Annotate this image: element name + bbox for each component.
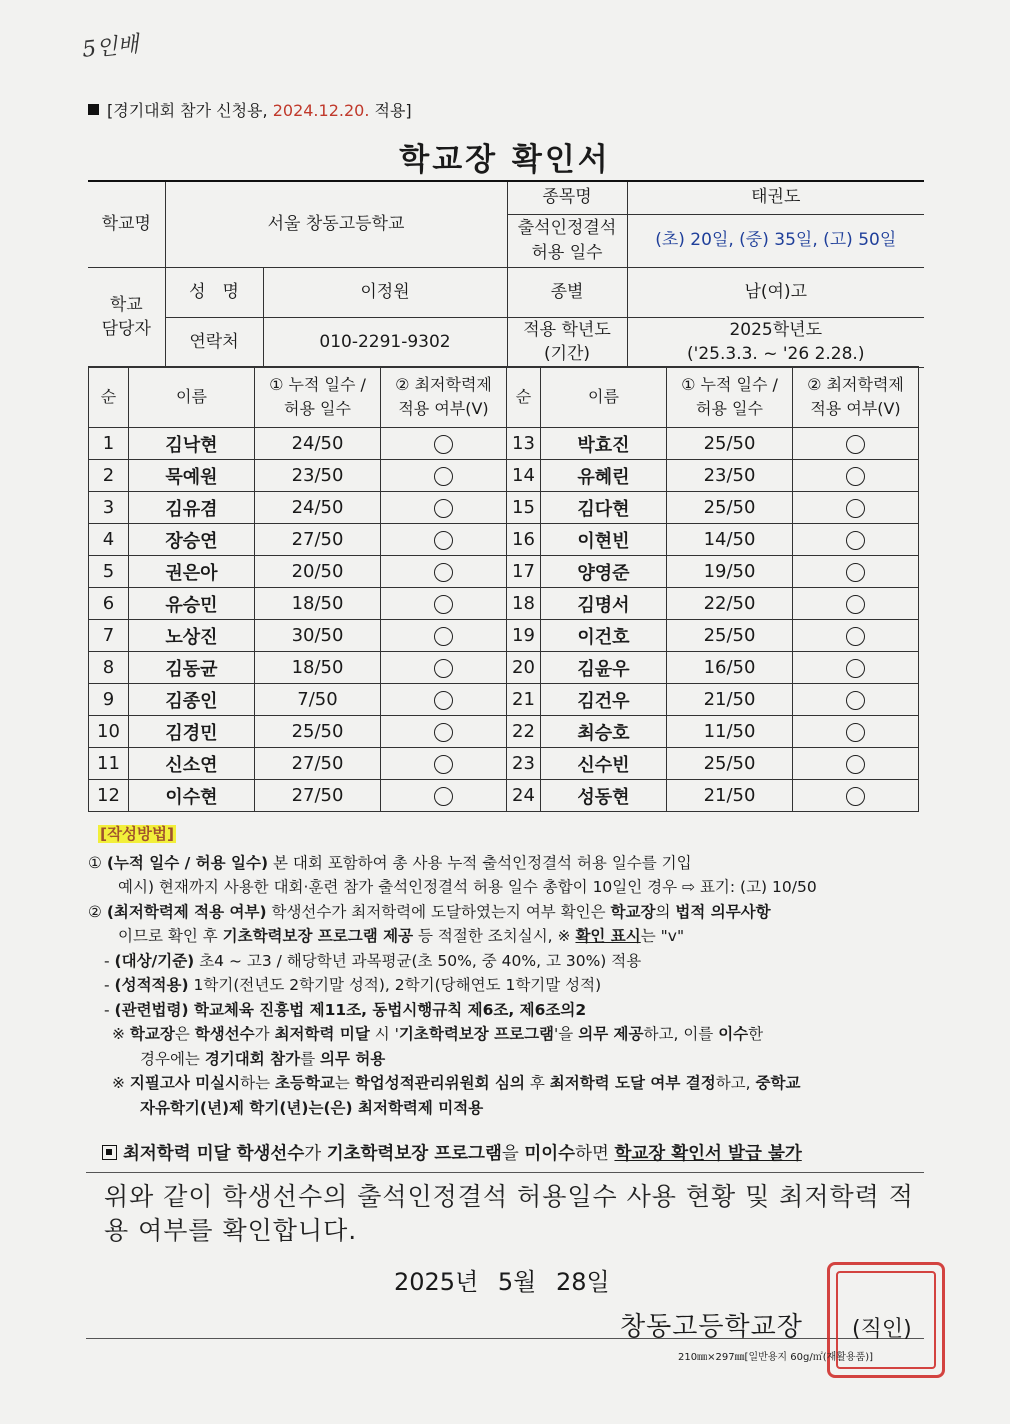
remark-1: ※ 학교장은 학생선수가 최저학력 미달 시 '기초학력보장 프로그램'을 의무 제공하고, 이를 이수한 — [112, 1025, 764, 1043]
student-name: 성동현 — [541, 780, 667, 812]
student-no: 20 — [507, 652, 541, 684]
school-value: 서울 창동고등학교 — [165, 181, 507, 267]
student-name: 이건호 — [541, 620, 667, 652]
col-no-header: 순 — [89, 367, 129, 428]
apply-date: 2024.12.20. — [272, 101, 370, 120]
col-name-header: 이름 — [541, 367, 667, 428]
event-value: 태권도 — [627, 181, 924, 214]
student-days: 25/50 — [667, 748, 793, 780]
student-no: 7 — [89, 620, 129, 652]
min-achievement-check — [381, 652, 507, 684]
school-label: 학교명 — [88, 181, 165, 267]
student-no: 9 — [89, 684, 129, 716]
roster-header-row — [89, 367, 919, 428]
min-achievement-check — [793, 716, 919, 748]
min-achievement-check — [381, 780, 507, 812]
divider — [86, 1172, 924, 1173]
circle-mark-icon — [846, 723, 865, 742]
student-name: 권은아 — [129, 556, 255, 588]
circle-mark-icon — [846, 531, 865, 550]
student-days: 18/50 — [255, 588, 381, 620]
confirmation-text: 위와 같이 학생선수의 출석인정결석 허용일수 사용 현황 및 최저학력 적용 여부를 확인합니다. — [104, 1182, 914, 1245]
student-days: 16/50 — [667, 652, 793, 684]
student-no: 21 — [507, 684, 541, 716]
min-achievement-check — [381, 524, 507, 556]
circle-mark-icon — [846, 659, 865, 678]
student-name: 노상진 — [129, 620, 255, 652]
col-name-header: 이름 — [129, 367, 255, 428]
min-achievement-check — [793, 588, 919, 620]
min-achievement-check — [381, 428, 507, 460]
min-achievement-check — [381, 460, 507, 492]
min-achievement-check — [381, 588, 507, 620]
min-achievement-check — [793, 492, 919, 524]
student-name: 신수빈 — [541, 748, 667, 780]
student-days: 19/50 — [667, 556, 793, 588]
student-name: 묵예원 — [129, 460, 255, 492]
student-no: 6 — [89, 588, 129, 620]
student-name: 김낙현 — [129, 428, 255, 460]
student-no: 8 — [89, 652, 129, 684]
paper-spec: 210㎜×297㎜[일반용지 60g/㎡(재활용품)] — [678, 1352, 874, 1363]
circle-mark-icon — [434, 499, 453, 518]
circle-mark-icon — [846, 435, 865, 454]
student-no: 18 — [507, 588, 541, 620]
issue-date: 2025년 5월 28일 — [394, 1268, 610, 1296]
min-achievement-check — [793, 620, 919, 652]
circle-mark-icon — [434, 595, 453, 614]
min-achievement-check — [793, 684, 919, 716]
min-achievement-check — [381, 716, 507, 748]
student-days: 25/50 — [667, 620, 793, 652]
student-days: 24/50 — [255, 492, 381, 524]
event-label: 종목명 — [507, 181, 627, 214]
student-days: 25/50 — [667, 428, 793, 460]
student-name: 양영준 — [541, 556, 667, 588]
table-row — [89, 620, 919, 652]
remark-1-cont: 경우에는 경기대회 참가를 의무 허용 — [140, 1049, 386, 1068]
student-days: 21/50 — [667, 780, 793, 812]
final-notice: 최저학력 미달 학생선수가 기초학력보장 프로그램을 미이수하면 학교장 확인서 발급 불가 — [102, 1140, 942, 1165]
info-table — [88, 180, 924, 368]
detail-target: - (대상/기준) 초4 ~ 고3 / 해당학년 과목평균(초 50%, 중 40%, 고 30%) 적용 — [104, 951, 642, 970]
student-name: 김동균 — [129, 652, 255, 684]
principal-title: 창동고등학교장 — [620, 1312, 803, 1342]
student-name: 이수현 — [129, 780, 255, 812]
circle-mark-icon — [846, 691, 865, 710]
student-days: 24/50 — [255, 428, 381, 460]
student-no: 4 — [89, 524, 129, 556]
seal-label: (직인) — [852, 1317, 912, 1342]
min-achievement-check — [793, 460, 919, 492]
student-no: 24 — [507, 780, 541, 812]
circle-mark-icon — [434, 627, 453, 646]
note-1: ① (누적 일수 / 허용 일수) 본 대회 포함하여 총 사용 누적 출석인정결석 허용 일수를 기입 — [88, 853, 692, 872]
student-name: 김다현 — [541, 492, 667, 524]
min-achievement-check — [793, 556, 919, 588]
student-days: 25/50 — [667, 492, 793, 524]
student-no: 3 — [89, 492, 129, 524]
student-no: 11 — [89, 748, 129, 780]
instructions — [88, 822, 928, 1120]
col-days-header: ① 누적 일수 / 허용 일수 — [667, 367, 793, 428]
student-name: 김윤우 — [541, 652, 667, 684]
table-row — [89, 652, 919, 684]
student-days: 23/50 — [255, 460, 381, 492]
min-achievement-check — [381, 492, 507, 524]
student-no: 16 — [507, 524, 541, 556]
student-no: 15 — [507, 492, 541, 524]
circle-mark-icon — [846, 627, 865, 646]
col-days-header: ① 누적 일수 / 허용 일수 — [255, 367, 381, 428]
student-days: 25/50 — [255, 716, 381, 748]
circle-mark-icon — [434, 691, 453, 710]
col-min-header: ② 최저학력제 적용 여부(V) — [381, 367, 507, 428]
student-name: 유승민 — [129, 588, 255, 620]
table-row — [89, 716, 919, 748]
boxed-square-icon — [102, 1145, 117, 1160]
student-days: 30/50 — [255, 620, 381, 652]
student-days: 7/50 — [255, 684, 381, 716]
table-row — [89, 460, 919, 492]
usage-note: [경기대회 참가 신청용, 2024.12.20. 적용] — [88, 98, 412, 121]
student-no: 2 — [89, 460, 129, 492]
table-row — [89, 428, 919, 460]
circle-mark-icon — [846, 595, 865, 614]
min-achievement-check — [793, 524, 919, 556]
year-value: 2025학년도 ('25.3.3. ~ '26 2.28.) — [627, 317, 924, 367]
student-name: 김명서 — [541, 588, 667, 620]
student-name: 최승호 — [541, 716, 667, 748]
circle-mark-icon — [434, 787, 453, 806]
remark-2: ※ 지필고사 미실시하는 초등학교는 학업성적관리위원회 심의 후 최저학력 도달 여부 결정하고, 중학교 — [112, 1074, 801, 1092]
min-achievement-check — [793, 428, 919, 460]
student-days: 21/50 — [667, 684, 793, 716]
student-days: 18/50 — [255, 652, 381, 684]
student-no: 1 — [89, 428, 129, 460]
min-achievement-check — [793, 652, 919, 684]
table-row — [89, 780, 919, 812]
allow-value: (초) 20일, (중) 35일, (고) 50일 — [627, 214, 924, 267]
square-bullet-icon — [88, 104, 99, 115]
student-days: 27/50 — [255, 524, 381, 556]
student-name: 신소연 — [129, 748, 255, 780]
circle-mark-icon — [434, 531, 453, 550]
min-achievement-check — [381, 620, 507, 652]
student-name: 장승연 — [129, 524, 255, 556]
student-days: 23/50 — [667, 460, 793, 492]
page-title: 학교장 확인서 — [399, 142, 611, 178]
circle-mark-icon — [434, 467, 453, 486]
student-days: 27/50 — [255, 748, 381, 780]
name-value: 이정원 — [263, 267, 507, 317]
table-row — [89, 556, 919, 588]
table-row — [89, 524, 919, 556]
student-no: 17 — [507, 556, 541, 588]
remark-2-cont: 자유학기(년)제 학기(년)는(은) 최저학력제 미적용 — [140, 1098, 484, 1117]
student-no: 13 — [507, 428, 541, 460]
student-name: 김종인 — [129, 684, 255, 716]
min-achievement-check — [381, 556, 507, 588]
student-no: 22 — [507, 716, 541, 748]
detail-grades: - (성적적용) 1학기(전년도 2학기말 성적), 2학기(당해연도 1학기말 성적) — [104, 976, 602, 994]
manager-label: 학교 담당자 — [88, 267, 165, 367]
name-label: 성 명 — [165, 267, 263, 317]
instructions-heading: [작성방법] — [100, 825, 175, 843]
circle-mark-icon — [846, 563, 865, 582]
student-no: 5 — [89, 556, 129, 588]
note-2-cont: 이므로 확인 후 기초학력보장 프로그램 제공 등 적절한 조치실시, ※ 확인 표시는 "v" — [118, 927, 685, 945]
circle-mark-icon — [846, 755, 865, 774]
student-no: 12 — [89, 780, 129, 812]
note-2: ② (최저학력제 적용 여부) 학생선수가 최저학력에 도달하였는지 여부 확인은 학교장의 법적 의무사항 — [88, 902, 771, 921]
detail-law: - (관련법령) 학교체육 진흥법 제11조, 동법시행규칙 제6조, 제6조의2 — [104, 1000, 587, 1019]
contact-label: 연락처 — [165, 317, 263, 367]
circle-mark-icon — [434, 723, 453, 742]
student-no: 23 — [507, 748, 541, 780]
circle-mark-icon — [846, 467, 865, 486]
student-name: 김유겸 — [129, 492, 255, 524]
min-achievement-check — [381, 684, 507, 716]
student-name: 김경민 — [129, 716, 255, 748]
student-name: 유혜린 — [541, 460, 667, 492]
student-no: 19 — [507, 620, 541, 652]
student-name: 김건우 — [541, 684, 667, 716]
handwritten-signature: 5인배 — [81, 32, 140, 63]
circle-mark-icon — [434, 563, 453, 582]
allow-label: 출석인정결석 허용 일수 — [507, 214, 627, 267]
contact-value: 010-2291-9302 — [263, 317, 507, 367]
circle-mark-icon — [434, 435, 453, 454]
min-achievement-check — [793, 780, 919, 812]
table-row — [89, 588, 919, 620]
roster-table — [88, 366, 919, 812]
col-min-header: ② 최저학력제 적용 여부(V) — [793, 367, 919, 428]
roster-body — [89, 367, 919, 812]
student-days: 11/50 — [667, 716, 793, 748]
year-label: 적용 학년도 (기간) — [507, 317, 627, 367]
student-name: 이현빈 — [541, 524, 667, 556]
circle-mark-icon — [846, 499, 865, 518]
student-no: 14 — [507, 460, 541, 492]
student-no: 10 — [89, 716, 129, 748]
student-days: 14/50 — [667, 524, 793, 556]
min-achievement-check — [793, 748, 919, 780]
col-no-header: 순 — [507, 367, 541, 428]
circle-mark-icon — [434, 659, 453, 678]
table-row — [89, 748, 919, 780]
gender-label: 종별 — [507, 267, 627, 317]
student-days: 22/50 — [667, 588, 793, 620]
student-days: 20/50 — [255, 556, 381, 588]
student-name: 박효진 — [541, 428, 667, 460]
min-achievement-check — [381, 748, 507, 780]
student-days: 27/50 — [255, 780, 381, 812]
circle-mark-icon — [434, 755, 453, 774]
circle-mark-icon — [846, 787, 865, 806]
table-row — [89, 492, 919, 524]
table-row — [89, 684, 919, 716]
note-1-example: 예시) 현재까지 사용한 대회·훈련 참가 출석인정결석 허용 일수 총합이 10일인 경우 ⇨ 표기: (고) 10/50 — [118, 878, 817, 896]
gender-value: 남(여)고 — [627, 267, 924, 317]
